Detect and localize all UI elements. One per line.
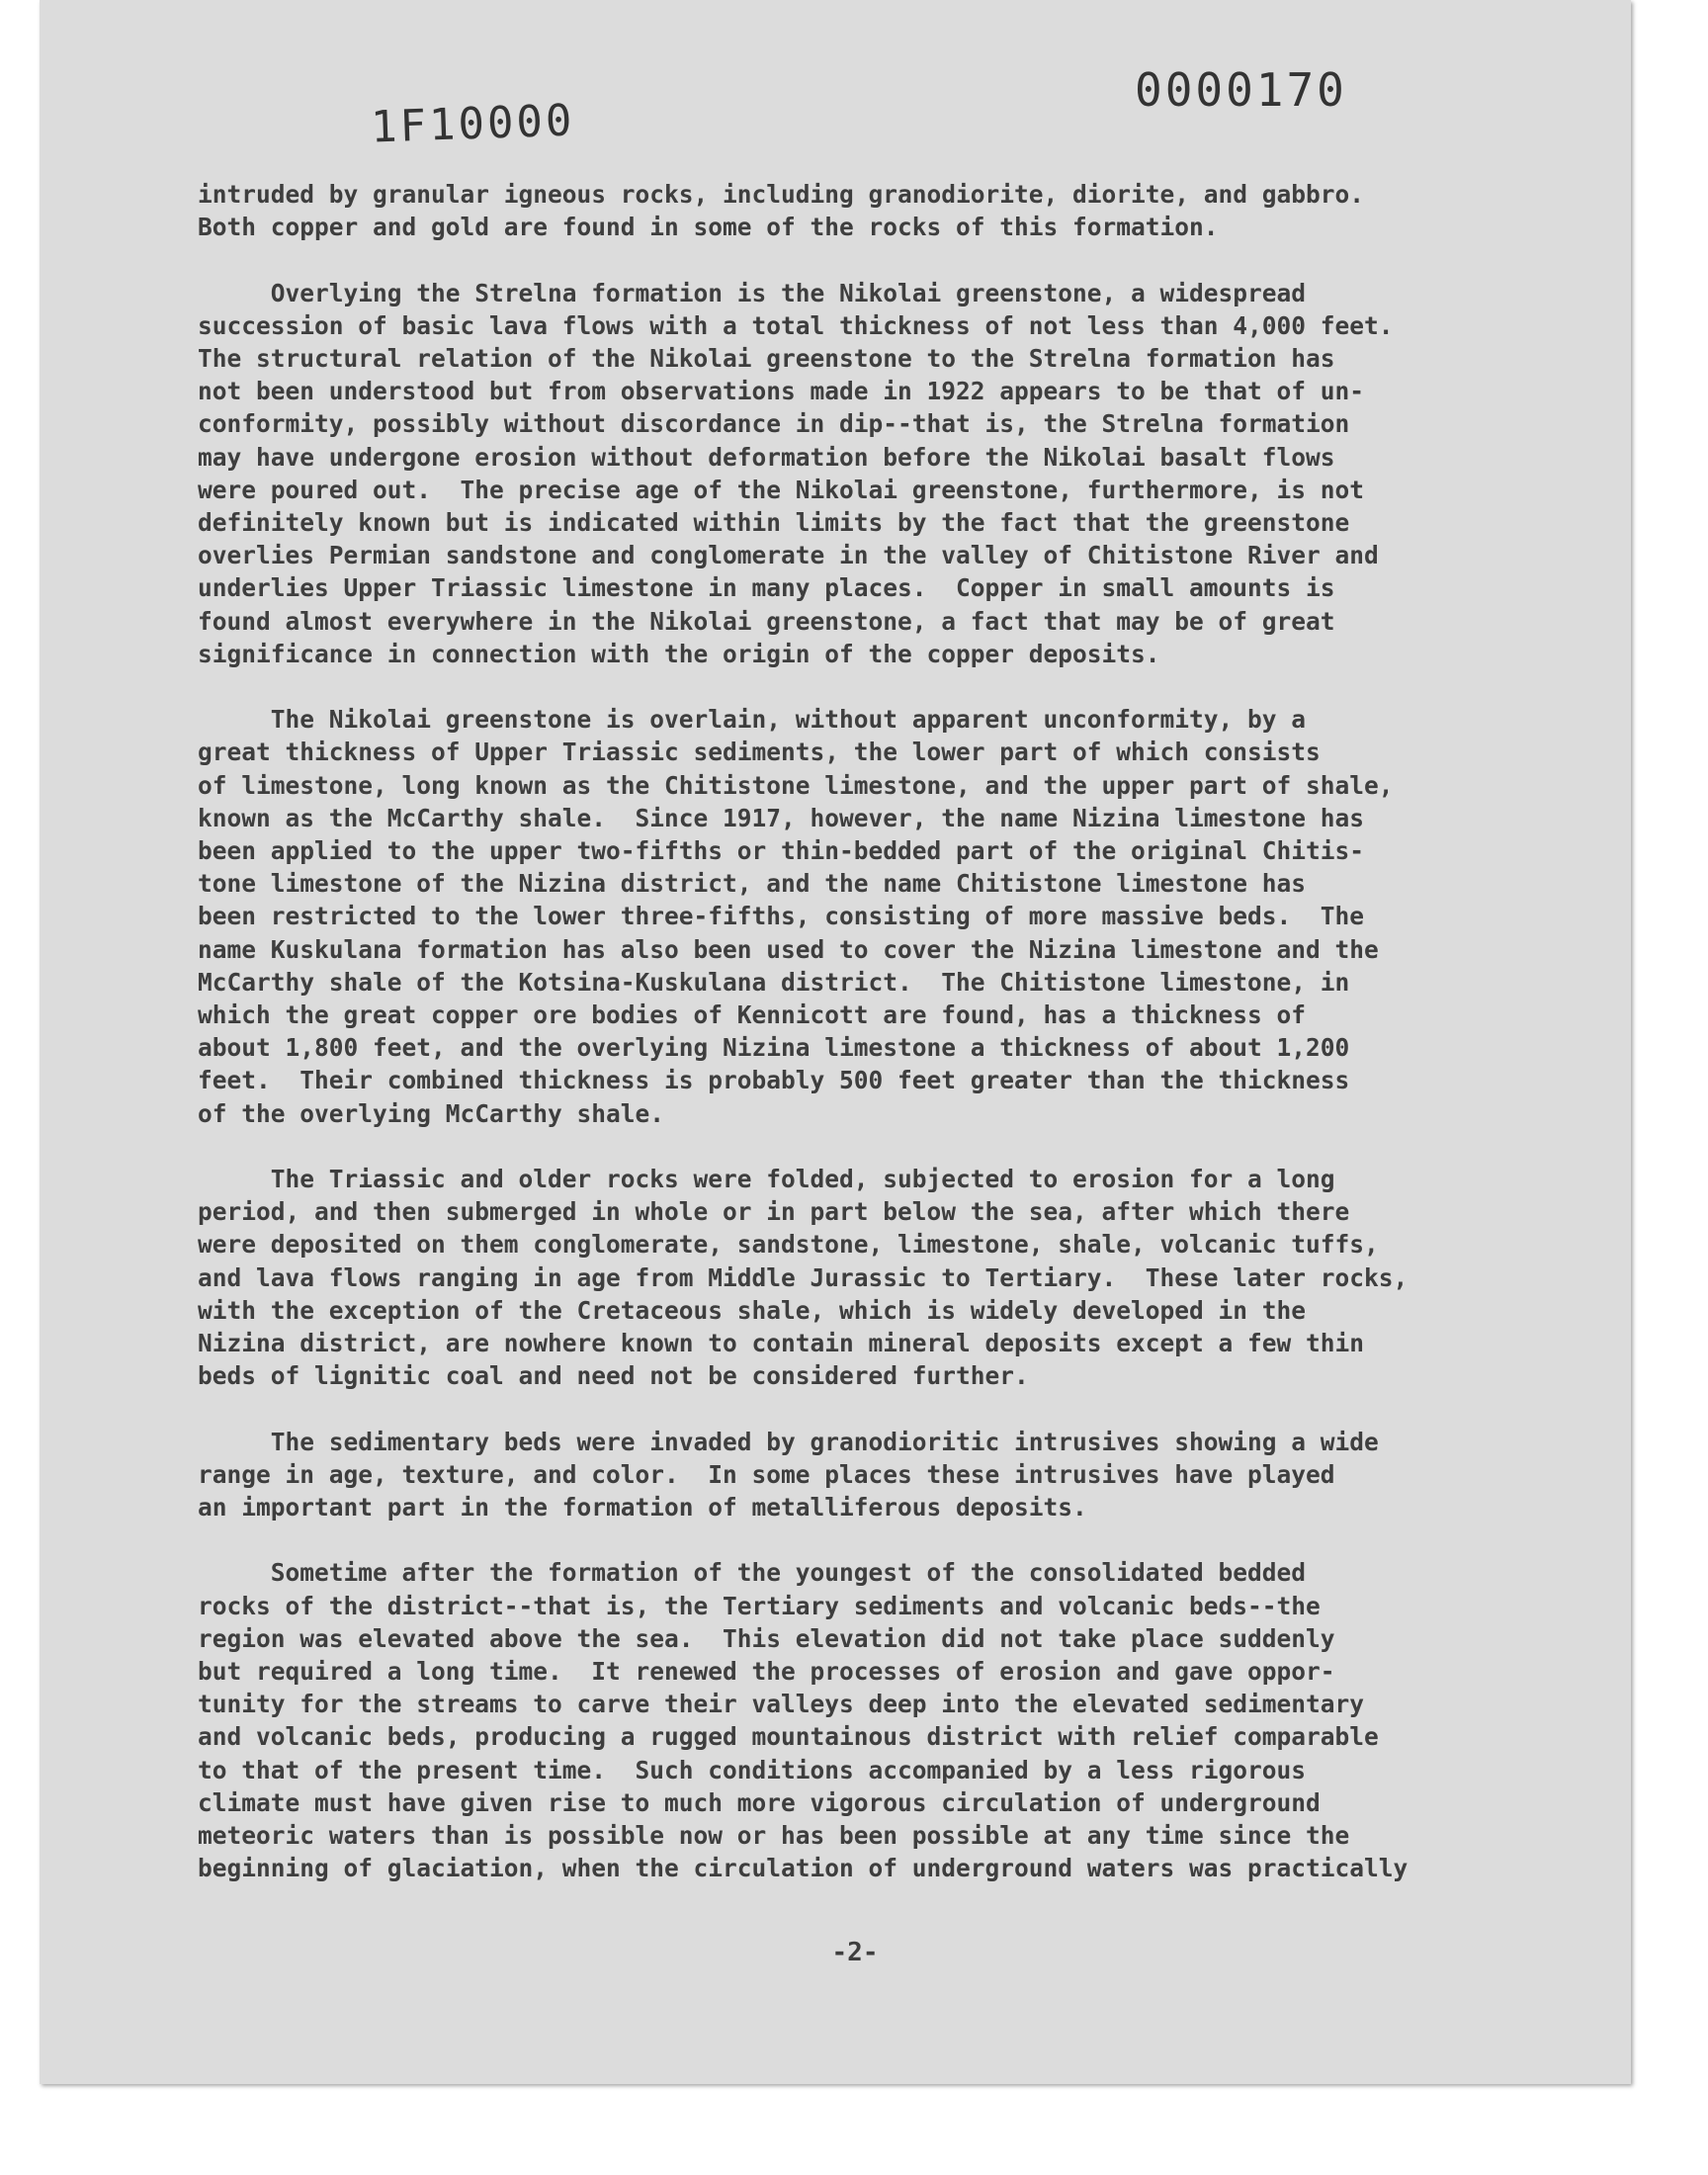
text-line: tone limestone of the Nizina district, and the name Chitistone limestone has xyxy=(198,869,1307,899)
text-line: an important part in the formation of metalliferous deposits. xyxy=(198,1493,1087,1522)
text-line: succession of basic lava flows with a total thickness of not less than 4,000 feet. xyxy=(198,310,1394,340)
text-line: rocks of the district--that is, the Tertiary sediments and volcanic beds--the xyxy=(198,1591,1321,1620)
paragraph xyxy=(198,178,1636,243)
text-line: but required a long time. It renewed the processes of erosion and gave oppor- xyxy=(198,1657,1335,1687)
text-line: with the exception of the Cretaceous shale, which is widely developed in the xyxy=(198,1295,1307,1325)
text-line: found almost everywhere in the Nikolai greenstone, a fact that may be of great xyxy=(198,606,1335,636)
text-line: been restricted to the lower three-fifths, consisting of more massive beds. The xyxy=(198,902,1365,931)
text-line: of the overlying McCarthy shale. xyxy=(198,1098,665,1128)
text-line: climate must have given rise to much more vigorous circulation of underground xyxy=(198,1787,1321,1817)
text-line: to that of the present time. Such conditions accompanied by a less rigorous xyxy=(198,1755,1307,1784)
paragraph xyxy=(198,1556,1636,1884)
text-line: Nizina district, are nowhere known to contain mineral deposits except a few thin xyxy=(198,1329,1365,1358)
text-line: great thickness of Upper Triassic sediments, the lower part of which consists xyxy=(198,738,1321,767)
text-line: conformity, possibly without discordance in dip--that is, the Strelna formation xyxy=(198,409,1350,439)
text-line: not been understood but from observations made in 1922 appears to be that of un- xyxy=(198,377,1365,406)
text-line: about 1,800 feet, and the overlying Nizina limestone a thickness of about 1,200 xyxy=(198,1033,1350,1063)
text-line: period, and then submerged in whole or in part below the sea, after which there xyxy=(198,1197,1350,1227)
text-line: been applied to the upper two-fifths or thin-bedded part of the original Chitis- xyxy=(198,836,1365,866)
text-line: and lava flows ranging in age from Middle Jurassic to Tertiary. These later rocks, xyxy=(198,1262,1409,1292)
text-line: tunity for the streams to carve their valleys deep into the elevated sedimentary xyxy=(198,1690,1365,1719)
text-line: which the great copper ore bodies of Kennicott are found, has a thickness of xyxy=(198,1000,1307,1030)
document-body xyxy=(198,178,1636,1918)
text-line: may have undergone erosion without deformation before the Nikolai basalt flows xyxy=(198,442,1335,472)
text-line: The Nikolai greenstone is overlain, without apparent unconformity, by a xyxy=(198,705,1307,735)
text-line: underlies Upper Triassic limestone in many places. Copper in small amounts is xyxy=(198,573,1335,603)
text-line: Overlying the Strelna formation is the Nikolai greenstone, a widespread xyxy=(198,278,1307,307)
text-line: and volcanic beds, producing a rugged mountainous district with relief comparable xyxy=(198,1722,1379,1752)
paragraph xyxy=(198,1426,1636,1524)
paragraph xyxy=(198,277,1636,670)
text-line: feet. Their combined thickness is probably 500 feet greater than the thickness xyxy=(198,1066,1350,1095)
text-line: definitely known but is indicated within limits by the fact that the greenstone xyxy=(198,508,1350,538)
text-line: name Kuskulana formation has also been used to cover the Nizina limestone and the xyxy=(198,934,1379,964)
text-line: intruded by granular igneous rocks, including granodiorite, diorite, and gabbro. xyxy=(198,180,1365,209)
document-stamp-right: 0000170 xyxy=(1135,63,1347,117)
paragraph xyxy=(198,703,1636,1130)
document-stamp-left: 1F10000 xyxy=(370,95,576,153)
text-line: significance in connection with the origin of the copper deposits. xyxy=(198,639,1160,668)
text-line: Both copper and gold are found in some of the rocks of this formation. xyxy=(198,213,1219,242)
text-line: range in age, texture, and color. In some places these intrusives have played xyxy=(198,1459,1335,1489)
document-page xyxy=(40,0,1631,2084)
text-line: were deposited on them conglomerate, sandstone, limestone, shale, volcanic tuffs, xyxy=(198,1230,1379,1260)
text-line: of limestone, long known as the Chitistone limestone, and the upper part of shale, xyxy=(198,770,1394,800)
text-line: The Triassic and older rocks were folded, subjected to erosion for a long xyxy=(198,1165,1335,1194)
page-number: -2- xyxy=(831,1938,879,1967)
text-line: were poured out. The precise age of the Nikolai greenstone, furthermore, is not xyxy=(198,475,1365,504)
text-line: meteoric waters than is possible now or has been possible at any time since the xyxy=(198,1821,1350,1851)
text-line: overlies Permian sandstone and conglomerate in the valley of Chitistone River and xyxy=(198,541,1379,570)
text-line: beds of lignitic coal and need not be considered further. xyxy=(198,1361,1029,1391)
text-line: The sedimentary beds were invaded by granodioritic intrusives showing a wide xyxy=(198,1427,1379,1456)
text-line: region was elevated above the sea. This elevation did not take place suddenly xyxy=(198,1623,1335,1653)
paragraph xyxy=(198,1163,1636,1392)
text-line: McCarthy shale of the Kotsina-Kuskulana district. The Chitistone limestone, in xyxy=(198,967,1350,997)
text-line: Sometime after the formation of the youngest of the consolidated bedded xyxy=(198,1558,1307,1588)
text-line: The structural relation of the Nikolai greenstone to the Strelna formation has xyxy=(198,344,1335,373)
text-line: known as the McCarthy shale. Since 1917, however, the name Nizina limestone has xyxy=(198,803,1365,832)
text-line: beginning of glaciation, when the circulation of underground waters was practically xyxy=(198,1854,1409,1883)
